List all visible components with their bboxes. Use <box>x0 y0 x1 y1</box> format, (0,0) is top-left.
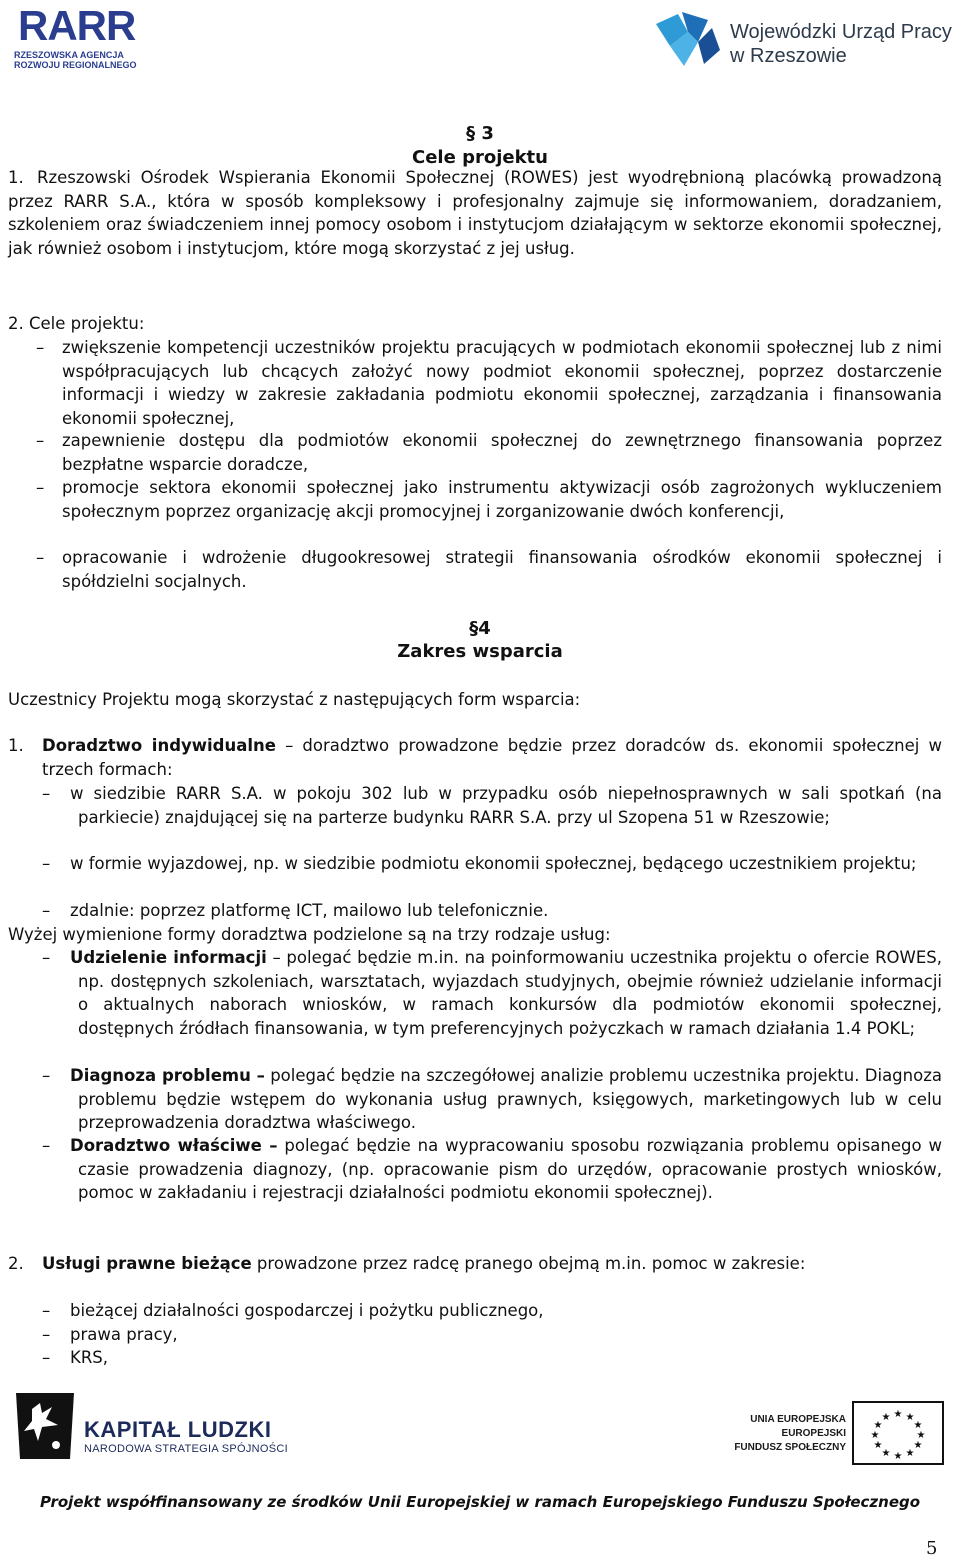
form-bullet-3: zdalnie: poprzez platformę ICT, mailowo lub telefonicznie. <box>70 901 549 920</box>
sec4-item-1-text: – doradztwo prowadzone będzie przez doradców ds. ekonomii społecznej w trzech formach: <box>42 736 942 779</box>
section-4-title: Zakres wsparcia <box>397 641 563 662</box>
dash-marker: – <box>42 1066 51 1085</box>
dash-marker: – <box>42 784 51 803</box>
wup-logo <box>648 6 958 78</box>
svg-text:★: ★ <box>913 1440 923 1451</box>
sec3-item-2-text: Cele projektu: <box>29 314 145 333</box>
svg-text:★: ★ <box>881 1412 891 1423</box>
ue-line-3: FUNDUSZ SPOŁECZNY <box>734 1442 846 1453</box>
cofinancing-footer: Projekt współfinansowany ze środków Unii Europejskiej w ramach Europejskiego Funduszu Społecznego <box>39 1493 921 1511</box>
dash-marker: – <box>42 1325 51 1344</box>
section-3-title: Cele projektu <box>412 147 548 168</box>
dash-marker: – <box>42 901 51 920</box>
svg-text:★: ★ <box>873 1420 883 1431</box>
dash-marker: – <box>42 1348 51 1367</box>
rarr-logo-subtitle: RZESZOWSKA AGENCJA ROZWOJU REGIONALNEGO <box>14 50 137 70</box>
legal-bullet-2: prawa pracy, <box>70 1325 178 1344</box>
svg-text:★: ★ <box>913 1420 923 1431</box>
svg-text:★: ★ <box>916 1430 926 1441</box>
dash-marker: – <box>42 948 51 967</box>
dash-marker: – <box>42 854 51 873</box>
type-bullet-2 <box>70 1064 942 1135</box>
eu-flag-icon <box>852 1401 944 1465</box>
goal-bullet-2: zapewnienie dostępu dla podmiotów ekonomii społecznej do zewnętrznego finansowania poprzez bezpłatne wsparcie doradcze, <box>62 431 942 474</box>
sec3-item-1-text: 1. Rzeszowski Ośrodek Wspierania Ekonomii Społecznej (ROWES) jest wyodrębnioną placówką prowadzoną przez RARR S.A., która w sposób kompleksowy i profesjonalny zajmuje się informowaniem, doradzaniem, szkoleniem oraz świadczeniem innej pomocy osobom i instytucjom działającym w sektorze ekonomii społecznej, jak również osobom i instytucjom, które mogą skorzystać z jej usług. <box>8 168 942 258</box>
form-bullet-1 <box>70 782 942 829</box>
dash-marker: – <box>42 1136 51 1155</box>
wup-logo-line-1: Wojewódzki Urząd Pracy <box>730 21 952 43</box>
wup-emblem-icon <box>648 6 726 76</box>
svg-text:★: ★ <box>881 1448 891 1459</box>
kapital-ludzki-title: KAPITAŁ LUDZKI <box>84 1417 272 1442</box>
sec4-intro: Uczestnicy Projektu mogą skorzystać z następujących form wsparcia: <box>8 690 581 709</box>
sec4-item-2-heading: Usługi prawne bieżące <box>42 1254 252 1273</box>
dash-marker: – <box>36 548 45 567</box>
type-3-heading: Doradztwo właściwe – <box>70 1136 278 1155</box>
type-3-text: polegać będzie na wypracowaniu sposobu rozwiązania problemu opisanego w czasie prowadzenia diagnozy, (np. opracowanie pism do urzędów, opracowanie prostych wniosków, pomoc w zakładaniu i rejestracji działalności podmiotu ekonomii społecznej). <box>78 1136 942 1202</box>
dash-marker: – <box>36 431 45 450</box>
sec4-item-2-text: prowadzone przez radcę pranego obejmą m.in. pomoc w zakresie: <box>251 1254 806 1273</box>
type-bullet-1 <box>70 946 942 1040</box>
dash-marker: – <box>42 1301 51 1320</box>
form-bullet-2-text: w formie wyjazdowej, np. w siedzibie podmiotu ekonomii społecznej, będącego uczestnikiem projektu; <box>70 854 917 873</box>
sec3-item-1-number-inline: 1. <box>8 168 24 187</box>
sec3-item-2 <box>8 312 942 336</box>
rarr-logo-word: RARR <box>18 2 136 49</box>
legal-bullet-3: KRS, <box>70 1348 109 1367</box>
ue-text <box>712 1413 846 1455</box>
ue-line-2: EUROPEJSKI <box>781 1428 846 1439</box>
goal-bullet-3: promocje sektora ekonomii społecznej jako instrumentu aktywizacji osób zagrożonych wykluczeniem społecznym poprzez organizację akcji promocyjnej i zorganizowanie dwóch konferencji, <box>62 478 942 521</box>
form-bullet-1-text: w siedzibie RARR S.A. w pokoju 302 lub w przypadku osób niepełnosprawnych w sali spotkań (na parkiecie) znajdującej się na parterze budynku RARR S.A. przy ul Szopena 51 w Rzeszowie; <box>70 784 942 827</box>
kapital-ludzki-subtitle: NARODOWA STRATEGIA SPÓJNOŚCI <box>84 1443 288 1455</box>
type-2-heading: Diagnoza problemu – <box>70 1066 265 1085</box>
svg-text:★: ★ <box>870 1430 880 1441</box>
section-4-number: §4 <box>469 618 491 639</box>
legal-bullet-1: bieżącej działalności gospodarczej i pożytku publicznego, <box>70 1301 544 1320</box>
sec4-item-2-number: 2. <box>8 1254 24 1273</box>
form-bullet-2 <box>70 852 942 876</box>
kapital-ludzki-emblem-icon <box>12 1389 78 1463</box>
sec4-item-2 <box>42 1252 942 1276</box>
svg-text:★: ★ <box>893 1409 903 1420</box>
svg-text:★: ★ <box>893 1451 903 1462</box>
svg-text:★: ★ <box>905 1412 915 1423</box>
sec3-item-2-number: 2. <box>8 314 24 333</box>
page-number: 5 <box>926 1538 938 1559</box>
type-2-text: polegać będzie na szczegółowej analizie problemu uczestnika projektu. Diagnoza problemu będzie wstępem do wykonania usług prawnych, księgowych, marketingowych lub w celu przeprowadzenia doradztwa właściwego. <box>78 1066 942 1132</box>
sec4-item-1-number: 1. <box>8 736 24 755</box>
type-1-heading: Udzielenie informacji <box>70 948 267 967</box>
types-intro: Wyżej wymienione formy doradztwa podzielone są na trzy rodzaje usług: <box>8 925 611 944</box>
type-1-text: – polegać będzie m.in. na poinformowaniu uczestnika projektu o ofercie ROWES, np. dostępnych szkoleniach, warsztatach, wyjazdach studyjnych, obejmie również udzielanie informacji o aktualnych naborach wniosków, w ramach konkursów dla podmiotów ekonomii społecznej, dostępnych źródłach finansowania, w tym preferencyjnych pożyczkach w ramach działania 1.4 POKL; <box>78 948 942 1038</box>
sec4-item-1-heading: Doradztwo indywidualne <box>42 736 276 755</box>
section-3-number: § 3 <box>466 123 494 144</box>
goal-bullet-1: zwiększenie kompetencji uczestników projektu pracujących w podmiotach ekonomii społecznej lub z nimi współpracujących lub chcących założyć nowy podmiot ekonomii społecznej, poprzez dostarczenie informacji i wiedzy w zakresie zakładania podmiotu ekonomii społecznej, zarządzania i finansowania ekonomii społecznej, <box>62 338 942 428</box>
svg-text:★: ★ <box>905 1448 915 1459</box>
wup-logo-line-2: w Rzeszowie <box>730 45 847 67</box>
dash-marker: – <box>36 478 45 497</box>
svg-text:★: ★ <box>873 1440 883 1451</box>
type-bullet-3 <box>70 1134 942 1205</box>
goal-bullet-4: opracowanie i wdrożenie długookresowej strategii finansowania ośrodków ekonomii społecznej i spółdzielni socjalnych. <box>62 548 942 591</box>
dash-marker: – <box>36 338 45 357</box>
footer-logos <box>0 1385 960 1485</box>
sec4-item-1 <box>42 734 942 781</box>
rarr-logo <box>8 2 138 82</box>
ue-line-1: UNIA EUROPEJSKA <box>750 1414 846 1425</box>
